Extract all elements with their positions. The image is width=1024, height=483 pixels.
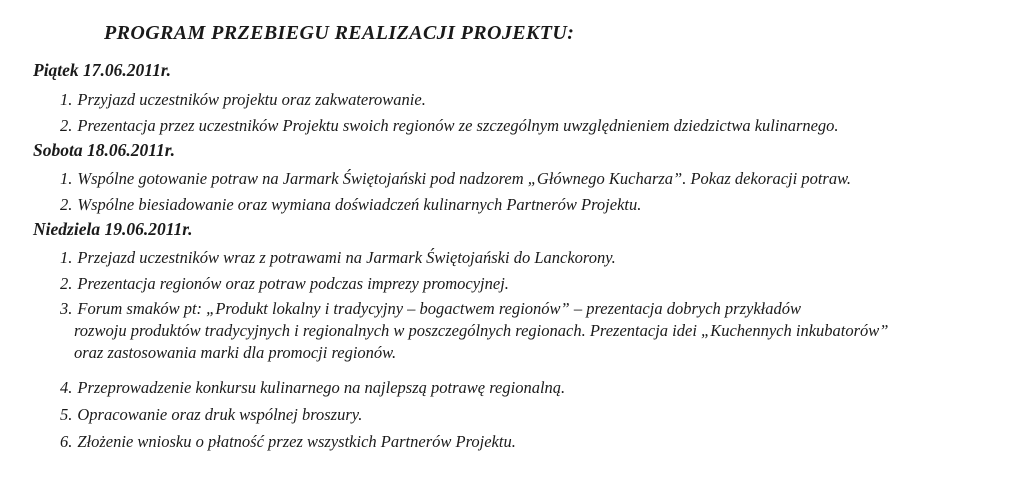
list-item	[60, 89, 426, 111]
item-text: Przeprowadzenie konkursu kulinarnego na najlepszą potrawę regionalną.	[77, 378, 566, 397]
item-number: 2.	[60, 195, 73, 214]
item-text: Prezentacja przez uczestników Projektu swoich regionów ze szczególnym uwzględnieniem dziedzictwa kulinarnego.	[77, 116, 839, 135]
document-title: PROGRAM PRZEBIEGU REALIZACJI PROJEKTU:	[104, 22, 575, 44]
day-heading-saturday: Sobota 18.06.2011r.	[33, 140, 175, 160]
item-text: Prezentacja regionów oraz potraw podczas imprezy promocyjnej.	[77, 274, 509, 293]
day-heading-friday: Piątek 17.06.2011r.	[33, 60, 172, 80]
list-item	[60, 115, 839, 137]
item-number: 4.	[60, 378, 73, 397]
list-item	[60, 168, 851, 190]
list-item	[60, 273, 509, 295]
list-item	[60, 431, 516, 453]
list-item	[60, 247, 616, 269]
item-line: oraz zastosowania marki dla promocji regionów.	[74, 343, 397, 362]
item-number: 1.	[60, 248, 73, 267]
item-text: Złożenie wniosku o płatność przez wszystkich Partnerów Projektu.	[77, 432, 516, 451]
item-text: Forum smaków pt: „Produkt lokalny i tradycyjny – bogactwem regionów” – prezentacja dobrych przykładów	[77, 299, 801, 318]
item-number: 2.	[60, 116, 73, 135]
day-heading-sunday: Niedziela 19.06.2011r.	[33, 219, 193, 239]
list-item	[60, 377, 565, 399]
list-item	[60, 298, 1000, 364]
list-item	[60, 194, 641, 216]
item-text: Opracowanie oraz druk wspólnej broszury.	[77, 405, 363, 424]
list-item	[60, 404, 362, 426]
item-number: 6.	[60, 432, 73, 451]
item-text: Przejazd uczestników wraz z potrawami na Jarmark Świętojański do Lanckorony.	[77, 248, 616, 267]
item-line	[60, 298, 1000, 320]
item-text: Przyjazd uczestników projektu oraz zakwaterowanie.	[77, 90, 426, 109]
item-line: rozwoju produktów tradycyjnych i regionalnych w poszczególnych regionach. Prezentacja idei „Kuchennych inkubatorów”	[74, 321, 889, 340]
item-number: 1.	[60, 169, 73, 188]
item-number: 3.	[60, 299, 73, 318]
item-number: 5.	[60, 405, 73, 424]
item-number: 2.	[60, 274, 73, 293]
item-number: 1.	[60, 90, 73, 109]
item-text: Wspólne biesiadowanie oraz wymiana doświadczeń kulinarnych Partnerów Projektu.	[77, 195, 642, 214]
item-text: Wspólne gotowanie potraw na Jarmark Świętojański pod nadzorem „Głównego Kucharza”. Pokaz dekoracji potraw.	[77, 169, 852, 188]
